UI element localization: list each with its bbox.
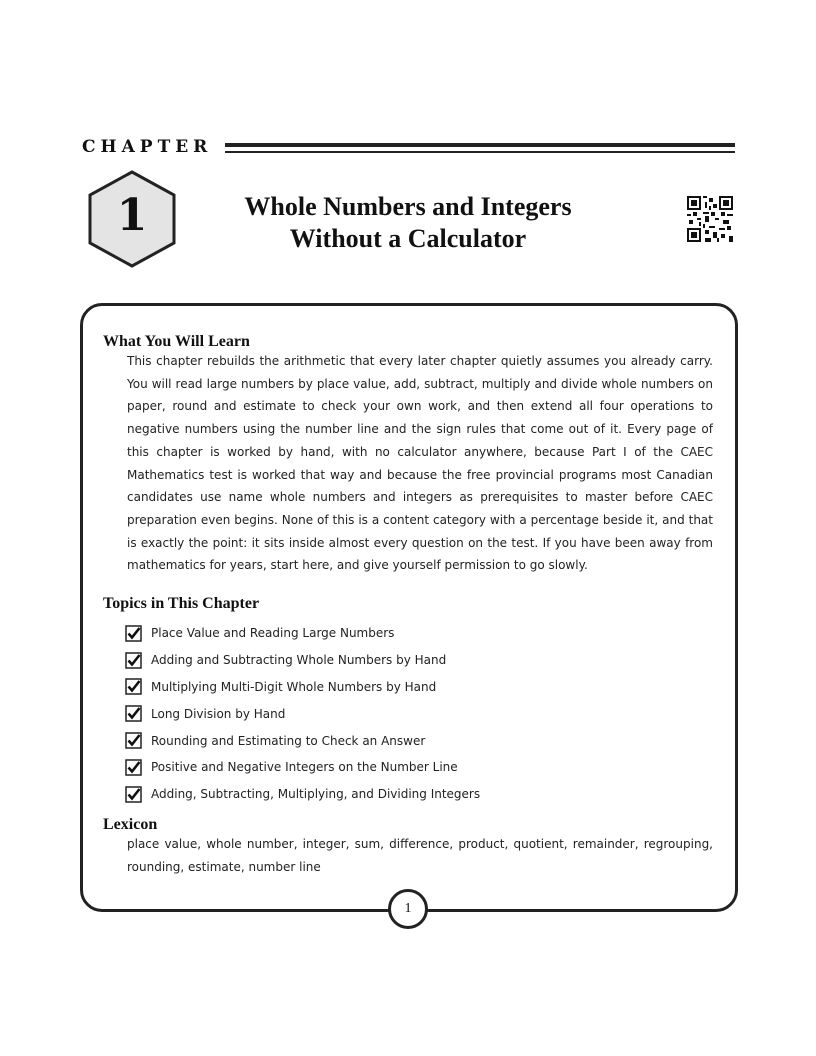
chapter-title <box>200 191 616 255</box>
topic-item <box>125 647 480 674</box>
checkbox-checked-icon <box>125 786 142 803</box>
topic-label: Positive and Negative Integers on the Number Line <box>151 760 458 775</box>
topic-label: Adding and Subtracting Whole Numbers by Hand <box>151 653 447 668</box>
lexicon-terms: place value, whole number, integer, sum, difference, product, quotient, remainder, regrouping, rounding, estimate, number line <box>127 837 713 874</box>
topic-label: Long Division by Hand <box>151 706 286 721</box>
checkbox-checked-icon <box>125 732 142 749</box>
topic-item <box>125 727 480 754</box>
topic-label: Adding, Subtracting, Multiplying, and Dividing Integers <box>151 787 481 802</box>
topics-list <box>125 620 480 808</box>
chapter-intro-paragraph: This chapter rebuilds the arithmetic that every later chapter quietly assumes you already carry. You will read large numbers by place value, add, subtract, multiply and divide whole numbers on paper, round and estimate to check your own work, and then extend all four operations to negative numbers using the number line and the sign rules that come out of it. Every page of this chapter is worked by hand, with no calculator anywhere, because Part I of the CAEC Mathematics test is worked that way and because the free provincial programs most Canadian candidates use name whole numbers and integers as prerequisites to master before CAEC preparation even begins. None of this is a content category with a percentage beside it, and that is exactly the point: it sits inside almost every question on the test. If you have been away from mathematics for years, start here, and give yourself permission to go slowly. <box>127 354 713 573</box>
checkbox-checked-icon <box>125 652 142 669</box>
topic-item <box>125 700 480 727</box>
topic-item <box>125 620 480 647</box>
header-rule-thick <box>225 143 735 147</box>
topic-item <box>125 781 480 808</box>
topic-label: Multiplying Multi-Digit Whole Numbers by Hand <box>151 679 437 694</box>
topics-heading: Topics in This Chapter <box>103 595 260 612</box>
chapter-number: 1 <box>116 190 148 241</box>
chapter-title-line2: Without a Calculator <box>289 224 527 253</box>
header-rule-thin <box>225 151 735 153</box>
topic-item <box>125 674 480 701</box>
page-number: 1 <box>388 889 428 929</box>
checkbox-checked-icon <box>125 625 142 642</box>
checkbox-checked-icon <box>125 678 142 695</box>
chapter-label: CHAPTER <box>82 137 213 157</box>
topic-label: Rounding and Estimating to Check an Answer <box>151 733 426 748</box>
checkbox-checked-icon <box>125 759 142 776</box>
checkbox-checked-icon <box>125 705 142 722</box>
chapter-number-badge <box>88 170 178 270</box>
lexicon-heading: Lexicon <box>103 816 158 833</box>
what-you-will-learn-heading: What You Will Learn <box>103 333 250 350</box>
qr-code-icon <box>687 196 733 242</box>
topic-item <box>125 754 480 781</box>
topic-label: Place Value and Reading Large Numbers <box>151 626 395 641</box>
chapter-title-line1: Whole Numbers and Integers <box>244 192 572 221</box>
